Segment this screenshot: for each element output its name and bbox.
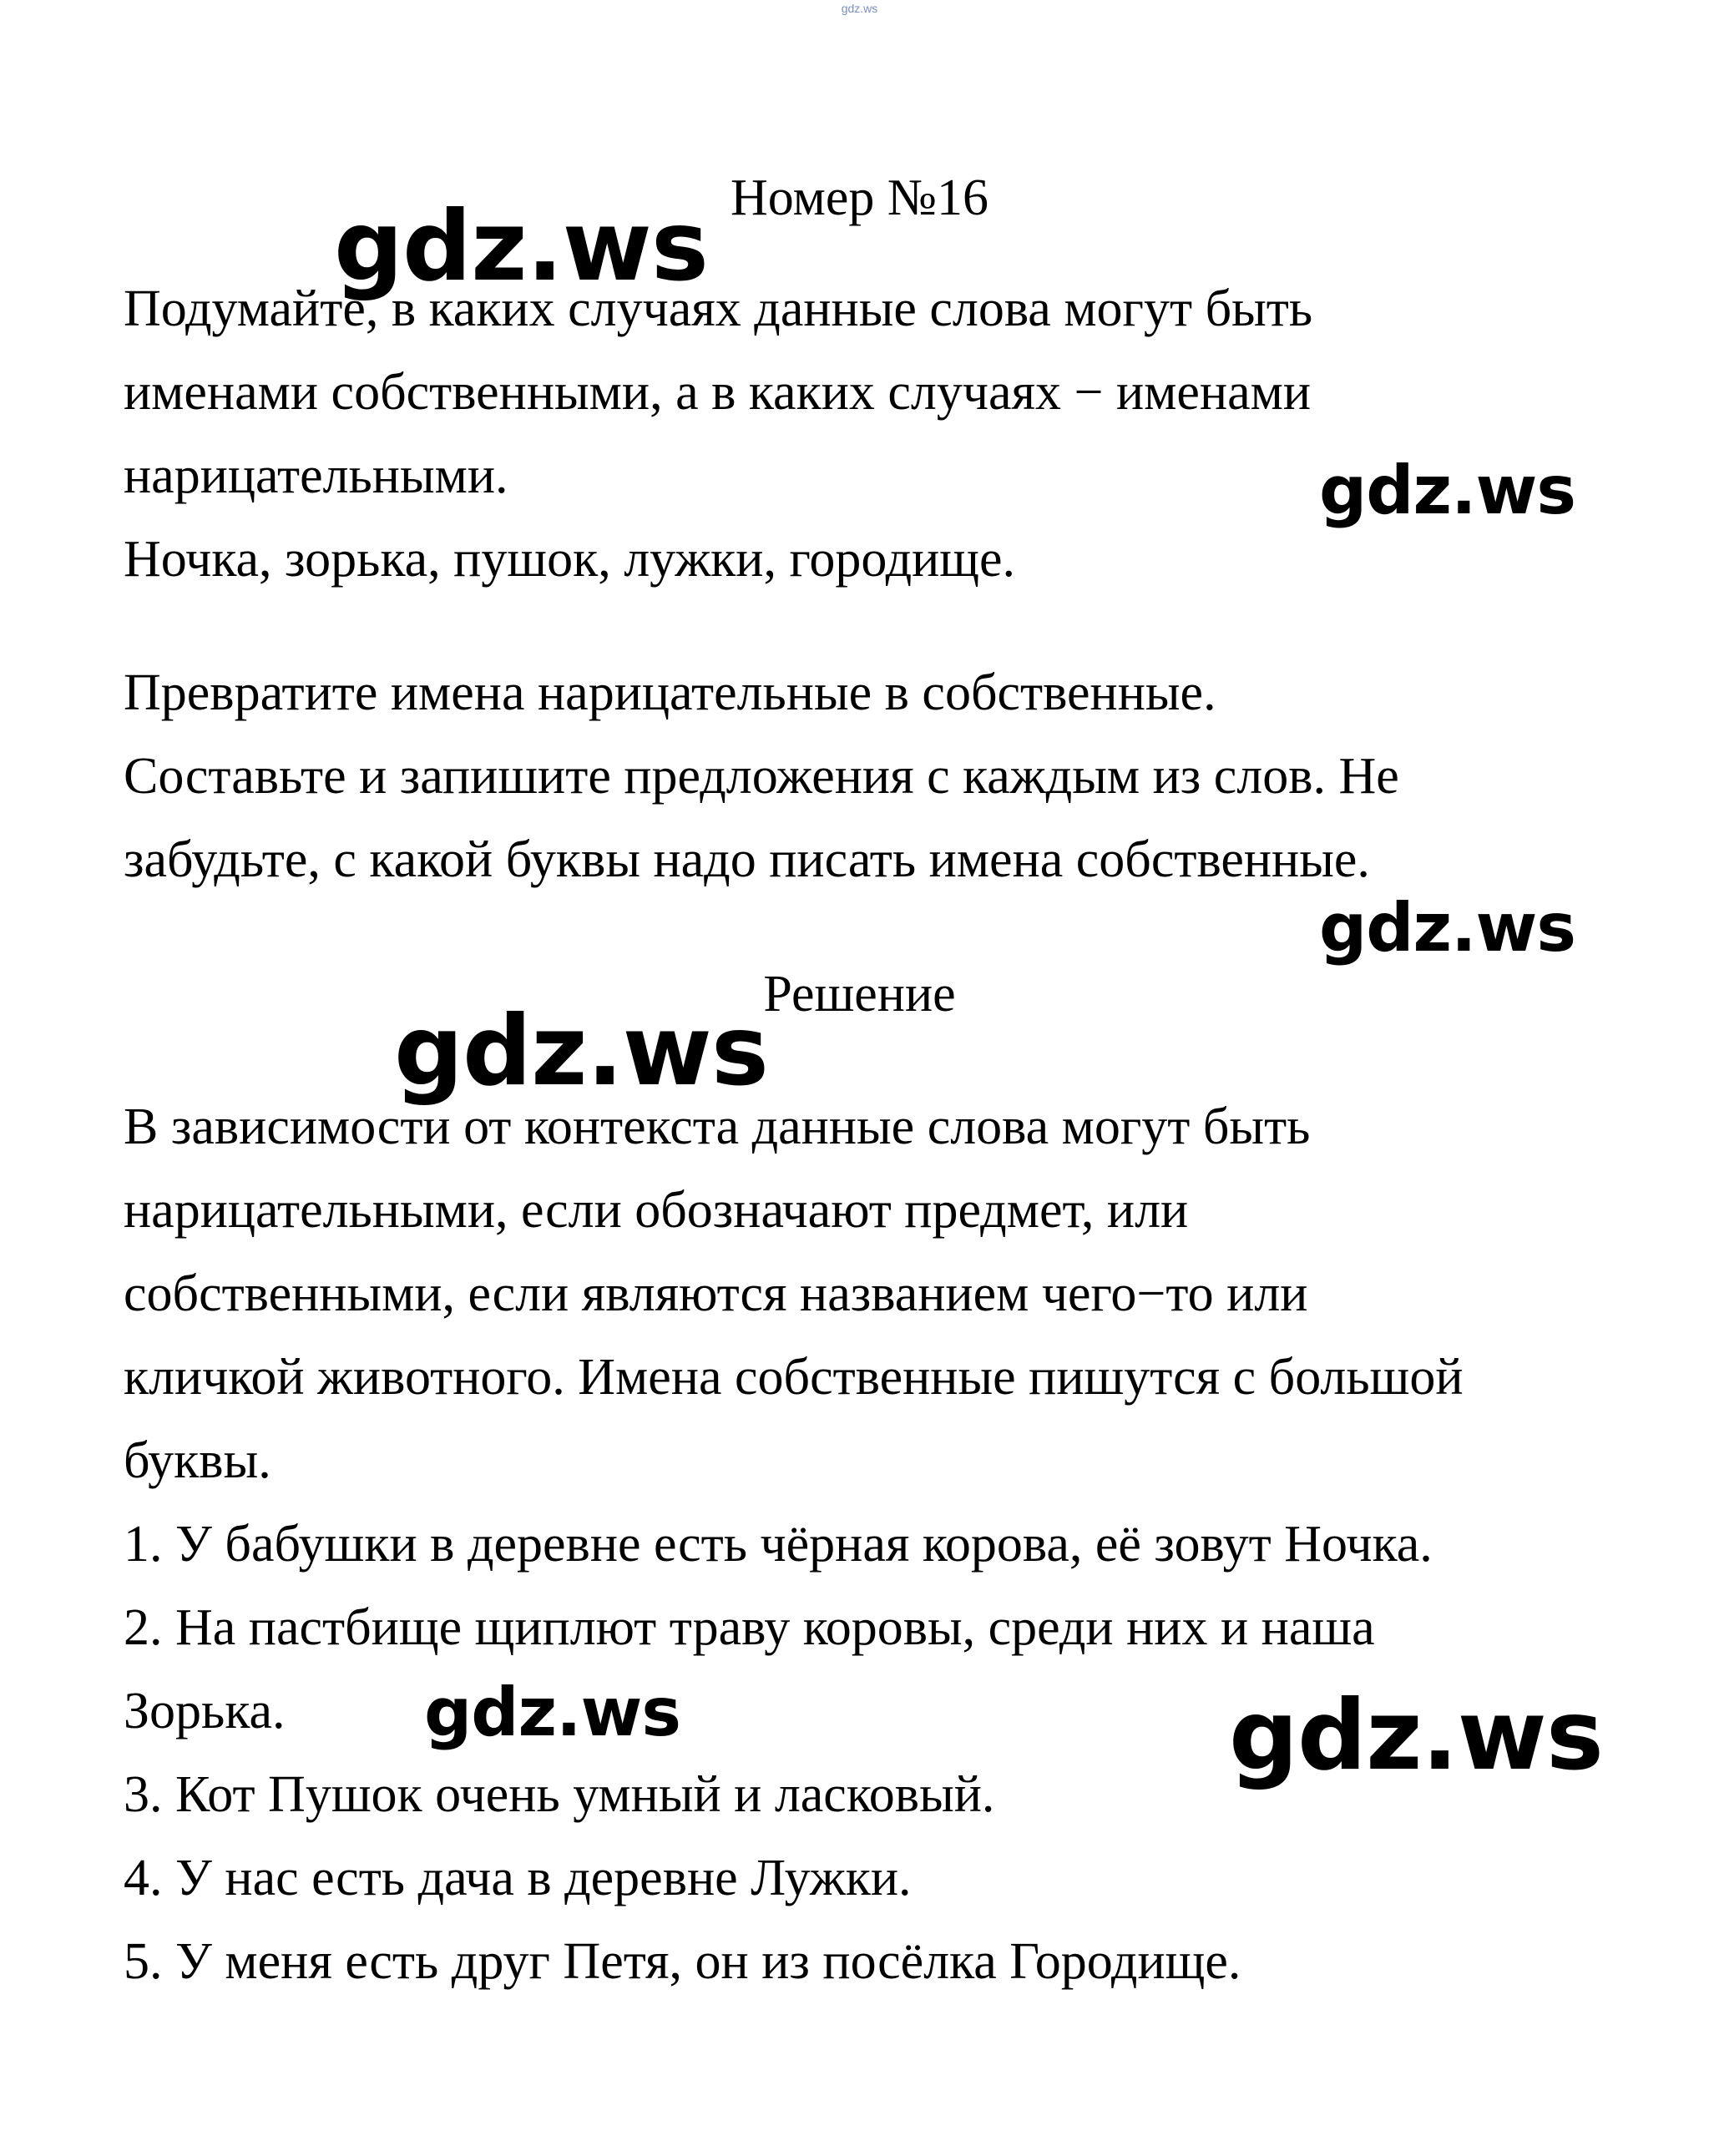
- instruction-line: забудьте, с какой буквы надо писать имена собственные.: [124, 831, 1370, 888]
- instruction-line: Превратите имена нарицательные в собственные.: [124, 664, 1216, 721]
- task-line: Подумайте, в каких случаях данные слова могут быть: [124, 280, 1313, 337]
- solution-line: 3. Кот Пушок очень умный и ласковый.: [124, 1766, 995, 1823]
- watermark: gdz.ws: [1319, 452, 1576, 529]
- instruction-line: Составьте и запишите предложения с каждым из слов. Не: [124, 748, 1399, 805]
- watermark: gdz.ws: [1319, 889, 1576, 967]
- solution-line: В зависимости от контекста данные слова могут быть: [124, 1098, 1311, 1155]
- watermark: gdz.ws: [424, 1674, 681, 1751]
- solution-line: 2. На пастбище щиплют траву коровы, среди них и наша: [124, 1599, 1375, 1656]
- task-text: [124, 267, 1312, 601]
- solution-line: 5. У меня есть друг Петя, он из посёлка Городище.: [124, 1933, 1241, 1990]
- solution-line: 4. У нас есть дача в деревне Лужки.: [124, 1850, 912, 1906]
- watermark: gdz.ws: [394, 995, 768, 1108]
- watermark: gdz.ws: [1229, 1679, 1603, 1792]
- top-watermark: gdz.ws: [841, 2, 878, 15]
- instruction-text: [124, 651, 1399, 901]
- solution-line: буквы.: [124, 1432, 271, 1489]
- solution-text: [124, 1085, 1464, 2003]
- watermark: gdz.ws: [334, 190, 708, 303]
- solution-line: собственными, если являются названием чего−то или: [124, 1265, 1308, 1322]
- solution-heading: Решение: [763, 966, 956, 1022]
- solution-line: кличкой животного. Имена собственные пишутся с большой: [124, 1349, 1464, 1406]
- page-title: Номер №16: [730, 169, 988, 226]
- solution-line: нарицательными, если обозначают предмет, или: [124, 1182, 1189, 1239]
- task-line: именами собственными, а в каких случаях − именами: [124, 364, 1312, 421]
- solution-line: 1. У бабушки в деревне есть чёрная корова, её зовут Ночка.: [124, 1516, 1433, 1573]
- task-line: Ночка, зорька, пушок, лужки, городище.: [124, 531, 1016, 588]
- solution-line: Зорька.: [124, 1683, 286, 1739]
- task-line: нарицательными.: [124, 447, 508, 504]
